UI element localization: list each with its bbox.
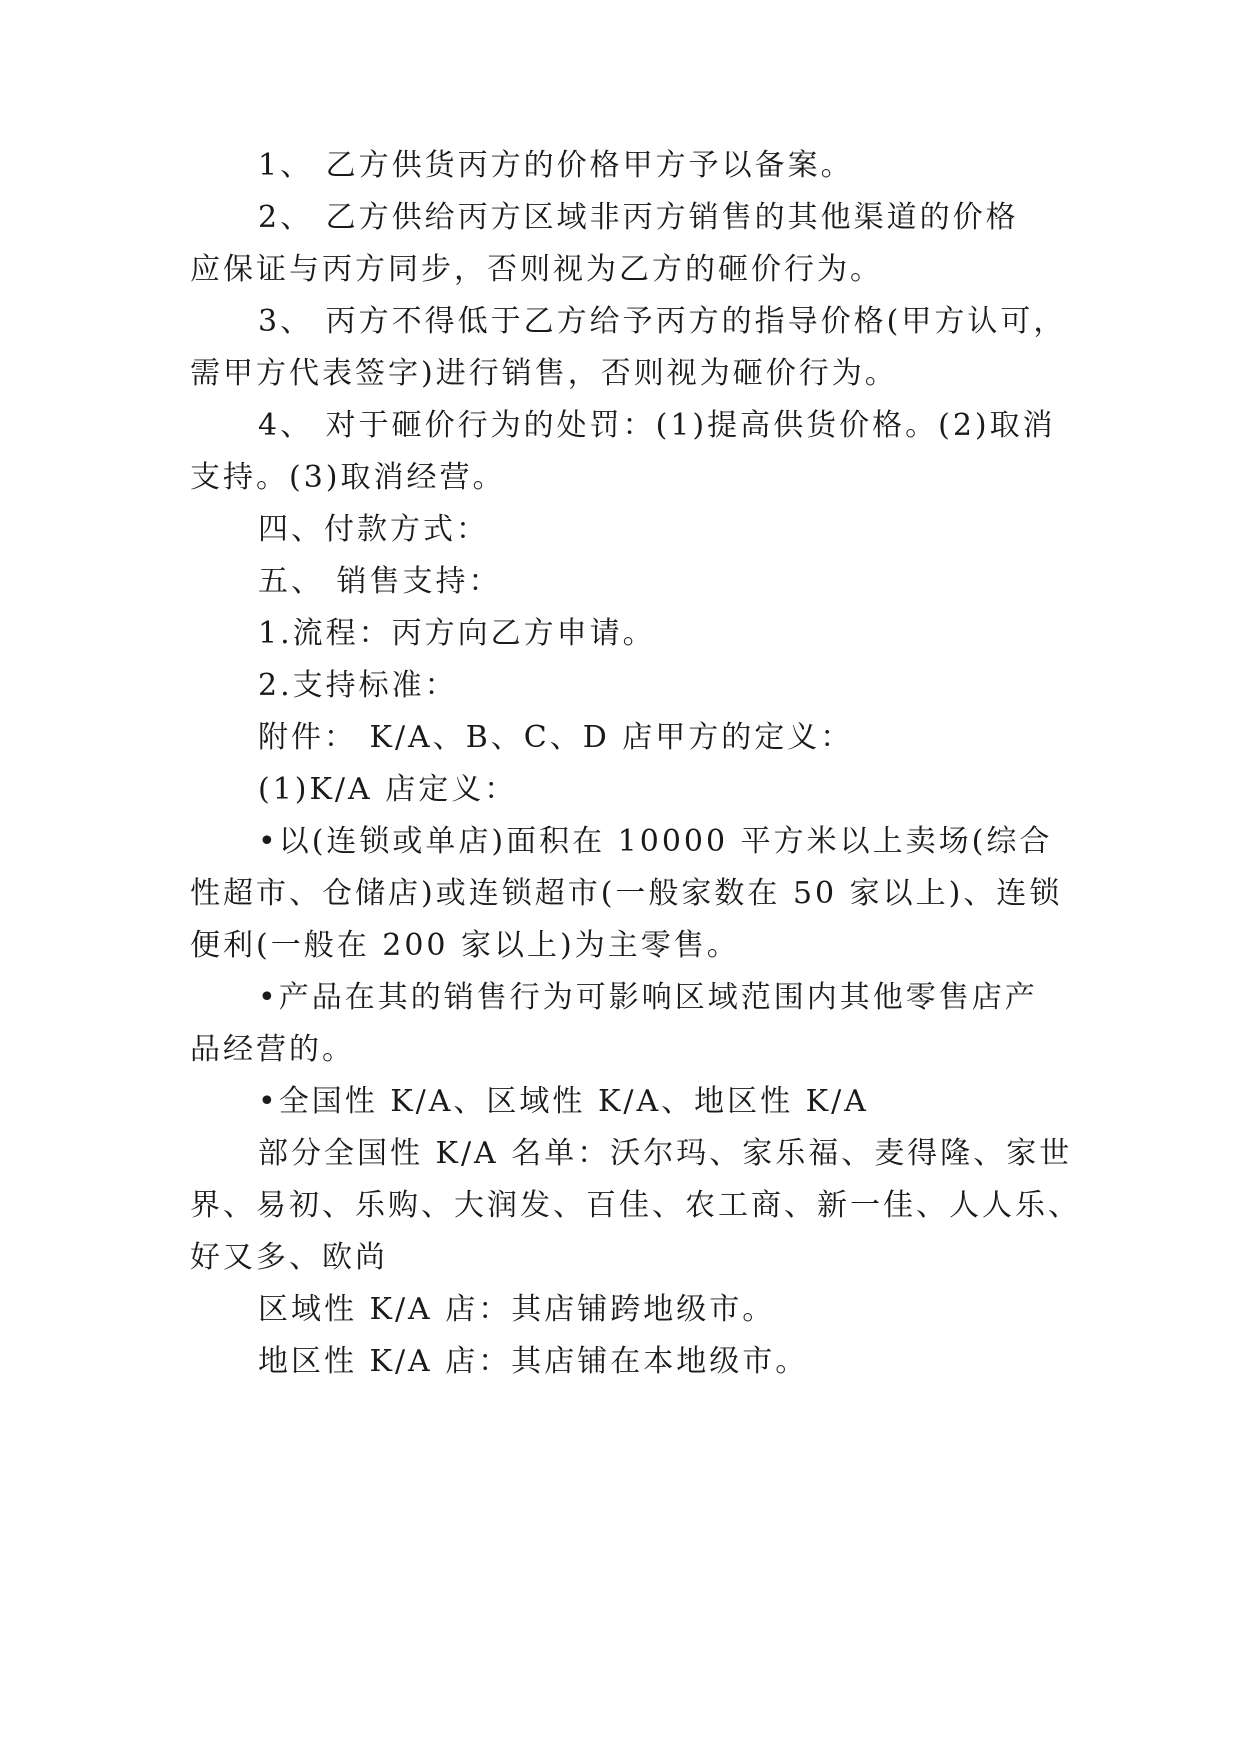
national-ka-list-continued-a: 界、易初、乐购、大润发、百佳、农工商、新一佳、人人乐、 <box>190 1188 1081 1223</box>
appendix-heading: 附件： K/A、B、C、D 店甲方的定义： <box>258 720 854 755</box>
national-ka-list: 部分全国性 K/A 名单：沃尔玛、家乐福、麦得隆、家世 <box>258 1136 1073 1171</box>
bullet-1-continued-a: 性超市、仓储店)或连锁超市(一般家数在 50 家以上)、连锁 <box>190 876 1063 911</box>
national-ka-list-continued-b: 好又多、欧尚 <box>190 1240 388 1275</box>
section-5-item-2: 2.支持标准： <box>258 668 458 703</box>
local-ka-definition: 地区性 K/A 店：其店铺在本地级市。 <box>258 1344 809 1379</box>
bullet-2-continued: 品经营的。 <box>190 1032 355 1067</box>
bullet-3: •全国性 K/A、区域性 K/A、地区性 K/A <box>258 1084 869 1119</box>
clause-1: 1、 乙方供货丙方的价格甲方予以备案。 <box>258 148 854 183</box>
clause-3: 3、 丙方不得低于乙方给予丙方的指导价格(甲方认可， <box>258 304 1067 339</box>
section-5-item-1: 1.流程：丙方向乙方申请。 <box>258 616 656 651</box>
clause-2: 2、 乙方供给丙方区域非丙方销售的其他渠道的价格 <box>258 200 1019 235</box>
section-4-heading: 四、付款方式： <box>258 512 489 547</box>
clause-3-continued: 需甲方代表签字)进行销售，否则视为砸价行为。 <box>190 356 898 391</box>
clause-4: 4、 对于砸价行为的处罚：(1)提高供货价格。(2)取消 <box>258 408 1056 443</box>
regional-ka-definition: 区域性 K/A 店：其店铺跨地级市。 <box>258 1292 776 1327</box>
clause-4-continued: 支持。(3)取消经营。 <box>190 460 506 495</box>
bullet-1-continued-b: 便利(一般在 200 家以上)为主零售。 <box>190 928 740 963</box>
bullet-2: •产品在其的销售行为可影响区域范围内其他零售店产 <box>258 980 1038 1015</box>
section-5-heading: 五、 销售支持： <box>258 564 502 599</box>
clause-2-continued: 应保证与丙方同步，否则视为乙方的砸价行为。 <box>190 252 883 287</box>
ka-definition-heading: (1)K/A 店定义： <box>258 772 518 807</box>
bullet-1: •以(连锁或单店)面积在 10000 平方米以上卖场(综合 <box>258 824 1053 859</box>
